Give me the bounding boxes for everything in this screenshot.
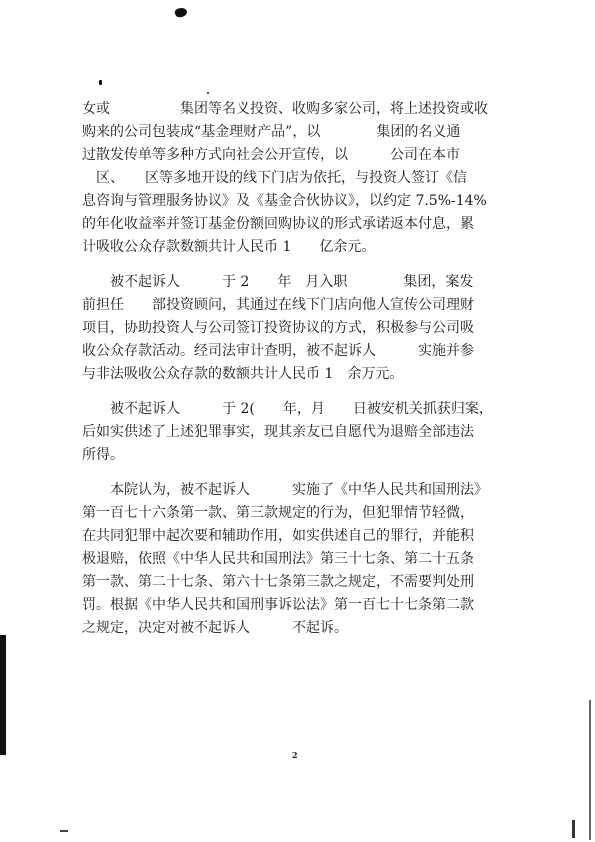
text-line: 之规定，决定对被不起诉人 不起诉。: [82, 620, 348, 636]
document-body: [82, 98, 532, 640]
ink-dot: [207, 92, 209, 94]
text-line: 后如实供述了上述犯罪事实，现其亲友已自愿代为退赔全部违法: [82, 424, 474, 440]
scan-edge-mark: [60, 830, 68, 832]
paragraph: [82, 398, 532, 467]
ink-blot: [174, 7, 188, 19]
text-line: 被不起诉人 于 2( 年，月 日被安机关抓获归案，: [82, 401, 493, 417]
text-line: 女或 集团等名义投资、收购多家公司，将上述投资或收: [82, 101, 488, 117]
text-line: 的年化收益率并签订基金份额回购协议的形式承诺返本付息，累: [82, 216, 474, 232]
paragraph: [82, 98, 532, 259]
scan-edge-line-right: [589, 700, 591, 840]
text-line: 与非法吸收公众存款的数额共计人民币 1 余万元。: [82, 366, 404, 382]
paragraph: [82, 271, 532, 386]
text-line: 收公众存款活动。经司法审计查明，被不起诉人 实施并参: [82, 343, 474, 359]
text-line: 第一款、第二十七条、第六十七条第三款之规定，不需要判处刑: [82, 574, 474, 590]
text-line: 购来的公司包装成“基金理财产品”，以 集团的名义通: [82, 124, 461, 140]
page-number: 2: [292, 750, 298, 760]
text-line: 过散发传单等多种方式向社会公开宣传，以 公司在本市: [82, 147, 460, 163]
text-line: 项目，协助投资人与公司签订投资协议的方式，积极参与公司吸: [82, 320, 474, 336]
text-line: 极退赔，依照《中华人民共和国刑法》第三十七条、第二十五条: [82, 551, 474, 567]
text-line: 被不起诉人 于 2 年 月入职 集团，案发: [82, 274, 474, 290]
scan-edge-shadow-left: [0, 635, 6, 755]
ink-tick: [99, 80, 102, 85]
text-line: 在共同犯罪中起次要和辅助作用，如实供述自己的罪行，并能积: [82, 528, 474, 544]
text-line: 前担任 部投资顾问，其通过在线下门店向他人宣传公司理财: [82, 297, 474, 313]
text-line: 区、 区等多地开设的线下门店为依托，与投资人签订《信: [82, 170, 467, 186]
paragraph: [82, 479, 532, 640]
text-line: 罚。根据《中华人民共和国刑事诉讼法》第一百七十七条第二款: [82, 597, 474, 613]
text-line: 所得。: [82, 447, 124, 463]
scan-edge-mark: [572, 820, 575, 838]
text-line: 第一百七十六条第一款、第三款规定的行为，但犯罪情节轻微，: [82, 505, 474, 521]
text-line: 息咨询与管理服务协议》及《基金合伙协议》，以约定 7.5%-14%: [82, 193, 487, 209]
text-line: 本院认为，被不起诉人 实施了《中华人民共和国刑法》: [82, 482, 488, 498]
text-line: 计吸收公众存款数额共计人民币 1 亿余元。: [82, 239, 376, 255]
